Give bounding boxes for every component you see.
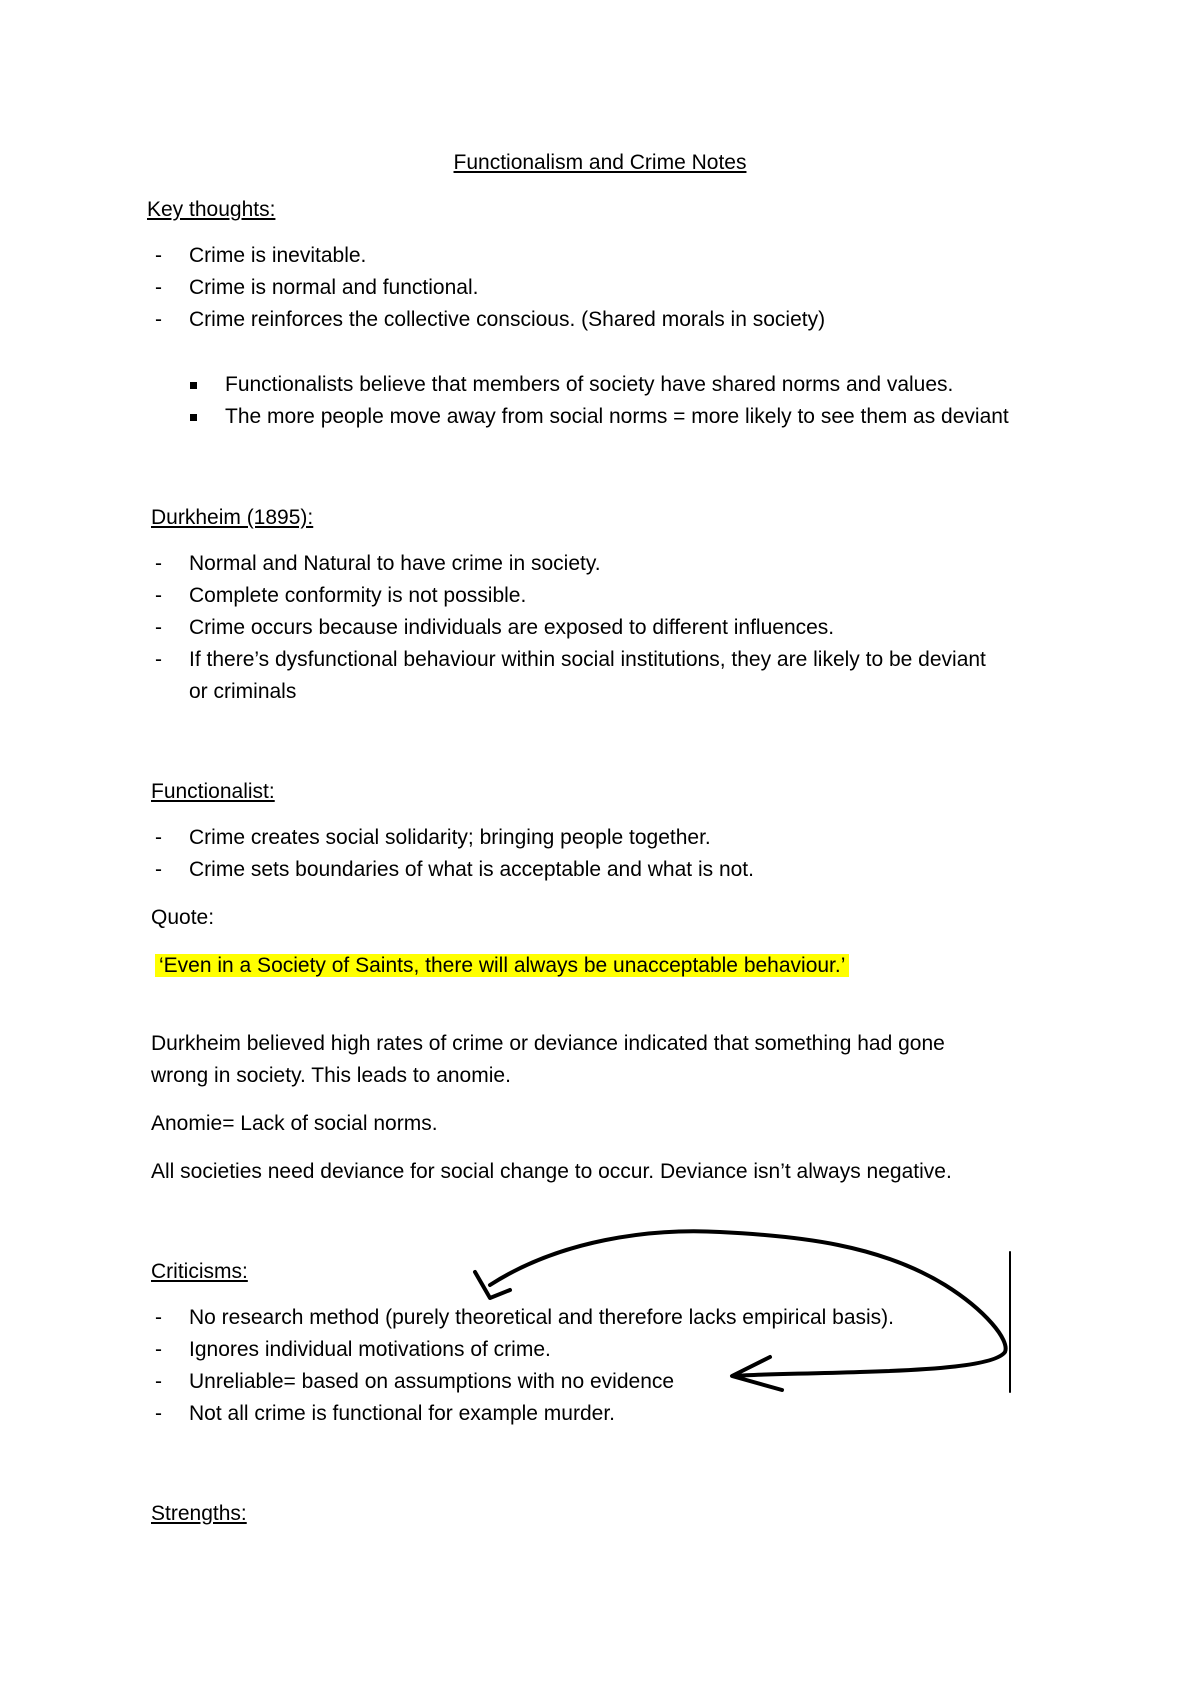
functionalist-heading: Functionalist: xyxy=(151,780,275,803)
highlighted-quote: ‘Even in a Society of Saints, there will always be unacceptable behaviour.’ xyxy=(155,954,849,977)
bullet-dash: - xyxy=(155,552,162,575)
sub-list-item: Functionalists believe that members of society have shared norms and values. xyxy=(225,373,954,396)
bullet-dash: - xyxy=(155,308,162,331)
bullet-dash: - xyxy=(155,648,162,671)
paragraph: Anomie= Lack of social norms. xyxy=(151,1112,438,1135)
list-item-continuation: or criminals xyxy=(189,680,297,703)
bullet-dash: - xyxy=(155,1338,162,1361)
bullet-dash: - xyxy=(155,826,162,849)
list-item: Ignores individual motivations of crime. xyxy=(189,1338,551,1361)
list-item: Crime reinforces the collective conscious. (Shared morals in society) xyxy=(189,308,826,331)
list-item: Unreliable= based on assumptions with no evidence xyxy=(189,1370,675,1393)
bullet-dash: - xyxy=(155,616,162,639)
list-item: Crime creates social solidarity; bringing people together. xyxy=(189,826,711,849)
square-bullet-icon xyxy=(190,382,197,389)
list-item: Crime is inevitable. xyxy=(189,244,367,267)
paragraph-line: wrong in society. This leads to anomie. xyxy=(151,1064,511,1087)
bullet-dash: - xyxy=(155,244,162,267)
bullet-dash: - xyxy=(155,858,162,881)
strengths-heading: Strengths: xyxy=(151,1502,247,1525)
page-title: Functionalism and Crime Notes xyxy=(453,151,747,174)
list-item: If there’s dysfunctional behaviour within social institutions, they are likely to be deviant xyxy=(189,648,986,671)
quote-label: Quote: xyxy=(151,906,215,929)
arrow-curve xyxy=(490,1231,1006,1376)
paragraph-line: Durkheim believed high rates of crime or deviance indicated that something had gone xyxy=(151,1032,945,1055)
paragraph: All societies need deviance for social change to occur. Deviance isn’t always negative. xyxy=(151,1160,952,1183)
quote-wrapper xyxy=(155,953,849,979)
bullet-dash: - xyxy=(155,276,162,299)
arrowhead-bottom xyxy=(732,1357,782,1390)
sub-list-item: The more people move away from social norms = more likely to see them as deviant xyxy=(225,405,1009,428)
key-thoughts-heading: Key thoughts: xyxy=(147,198,276,221)
list-item: Crime is normal and functional. xyxy=(189,276,479,299)
list-item: Complete conformity is not possible. xyxy=(189,584,527,607)
durkheim-heading: Durkheim (1895): xyxy=(151,506,314,529)
arrowhead-top xyxy=(475,1272,510,1298)
bullet-dash: - xyxy=(155,1402,162,1425)
bullet-dash: - xyxy=(155,584,162,607)
bullet-dash: - xyxy=(155,1306,162,1329)
list-item: Crime sets boundaries of what is acceptable and what is not. xyxy=(189,858,754,881)
list-item: Normal and Natural to have crime in society. xyxy=(189,552,601,575)
list-item: Not all crime is functional for example murder. xyxy=(189,1402,615,1425)
square-bullet-icon xyxy=(190,414,197,421)
list-item: No research method (purely theoretical and therefore lacks empirical basis). xyxy=(189,1306,894,1329)
list-item: Crime occurs because individuals are exposed to different influences. xyxy=(189,616,835,639)
criticisms-heading: Criticisms: xyxy=(151,1260,248,1283)
bullet-dash: - xyxy=(155,1370,162,1393)
